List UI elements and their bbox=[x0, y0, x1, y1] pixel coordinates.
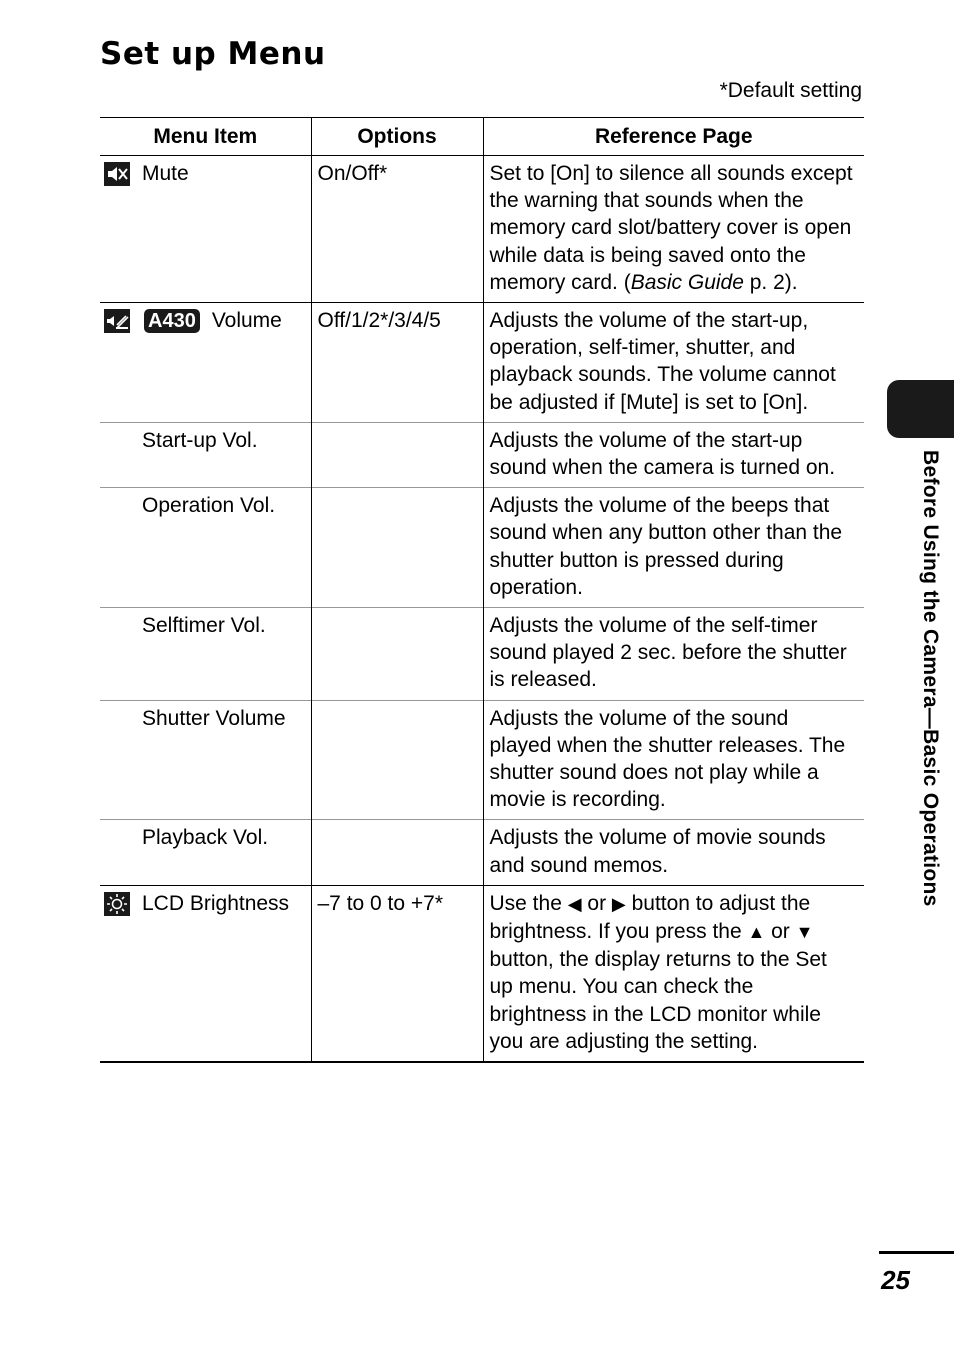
chapter-label: Before Using the Camera—Basic Operations bbox=[919, 450, 942, 907]
menu-item-label: Start-up Vol. bbox=[100, 422, 311, 487]
up-arrow-icon: ▲ bbox=[747, 922, 766, 943]
setup-menu-table bbox=[100, 117, 864, 1063]
header-reference-page: Reference Page bbox=[483, 118, 864, 156]
reference-description: Adjusts the volume of the start-up, operation, self-timer, shutter, and playback sounds. The volume cannot be adjusted if [Mute] is set to [On]. bbox=[483, 303, 864, 423]
page-number: 25 bbox=[881, 1265, 910, 1295]
menu-item-label: Volume bbox=[211, 309, 282, 333]
table-row-playback-vol bbox=[100, 820, 864, 885]
menu-item-label: Operation Vol. bbox=[100, 488, 311, 608]
menu-item-label: Mute bbox=[142, 162, 189, 185]
option-value: Off/1/2*/3/4/5 bbox=[311, 303, 483, 423]
reference-description: Use the ◀ or ▶ button to adjust the brightness. If you press the ▲ or ▼ button, the display returns to the Set up menu. You can check the brightness in the LCD monitor while you are adjusting the setting. bbox=[483, 885, 864, 1062]
chapter-tab bbox=[887, 380, 954, 438]
table-row-startup-vol bbox=[100, 422, 864, 487]
menu-item-label: Playback Vol. bbox=[100, 820, 311, 885]
menu-item-label: Selftimer Vol. bbox=[100, 608, 311, 701]
menu-item-label: LCD Brightness bbox=[142, 891, 290, 915]
table-row-operation-vol bbox=[100, 488, 864, 608]
page-title: Set up Menu bbox=[100, 36, 326, 72]
reference-description: Adjusts the volume of the sound played when the shutter releases. The shutter sound does not play while a movie is recording. bbox=[483, 700, 864, 820]
table-row-volume bbox=[100, 303, 864, 423]
down-arrow-icon: ▼ bbox=[795, 922, 814, 943]
menu-item-label: Shutter Volume bbox=[100, 700, 311, 820]
header-options: Options bbox=[311, 118, 483, 156]
table-header-row bbox=[100, 118, 864, 156]
brightness-sun-icon bbox=[104, 892, 130, 916]
mute-speaker-icon bbox=[104, 162, 130, 186]
default-setting-note: *Default setting bbox=[719, 79, 862, 102]
table-row-lcd-brightness bbox=[100, 885, 864, 1062]
page-number-rule bbox=[879, 1251, 954, 1254]
right-arrow-icon: ▶ bbox=[611, 893, 626, 914]
option-value: On/Off* bbox=[311, 156, 483, 303]
table-row-selftimer-vol bbox=[100, 608, 864, 701]
reference-description: Adjusts the volume of movie sounds and sound memos. bbox=[483, 820, 864, 885]
header-menu-item: Menu Item bbox=[100, 118, 311, 156]
reference-description: Set to [On] to silence all sounds except the warning that sounds when the memory card slot/battery cover is open while data is being saved onto the memory card. (Basic Guide p. 2). bbox=[483, 156, 864, 303]
speaker-volume-icon bbox=[104, 309, 130, 333]
reference-description: Adjusts the volume of the beeps that sound when any button other than the shutter button is pressed during operation. bbox=[483, 488, 864, 608]
model-badge: A430 bbox=[144, 309, 200, 333]
reference-description: Adjusts the volume of the start-up sound when the camera is turned on. bbox=[483, 422, 864, 487]
reference-description: Adjusts the volume of the self-timer sound played 2 sec. before the shutter is released. bbox=[483, 608, 864, 701]
table-row-mute bbox=[100, 156, 864, 303]
option-value: –7 to 0 to +7* bbox=[311, 885, 483, 1062]
table-row-shutter-volume bbox=[100, 700, 864, 820]
left-arrow-icon: ◀ bbox=[567, 893, 582, 914]
